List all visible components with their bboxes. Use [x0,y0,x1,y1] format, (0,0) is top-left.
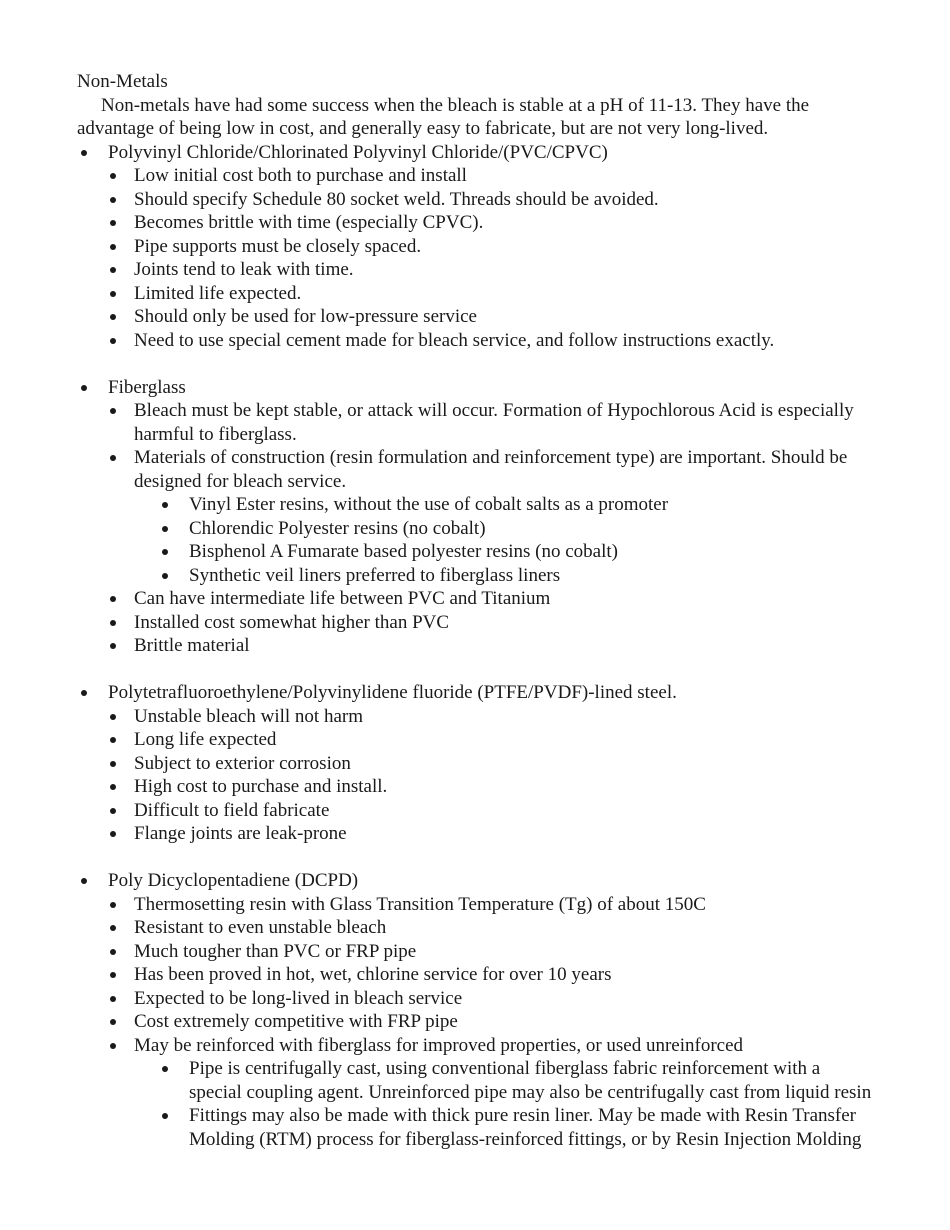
list-item-text: Subject to exterior corrosion [134,752,351,774]
bullet-sections [77,141,877,1152]
list-item-l2 [77,634,877,658]
list-item-l2 [77,305,877,329]
bullet-icon [110,291,116,297]
list-item-text: Limited life expected. [134,282,302,304]
bullet-icon [110,173,116,179]
bullet-icon [110,902,116,908]
list-item-l2 [77,752,877,776]
list-item-text: Fittings may also be made with thick pure resin liner. May be made with Resin Transfer Molding (RTM) process for fiberglass-reinforced fittings, or by Resin Injection Molding [189,1105,862,1150]
list-item-l2 [77,329,877,353]
list-item-text: Polyvinyl Chloride/Chlorinated Polyvinyl Chloride/(PVC/CPVC) [108,141,608,163]
bullet-icon [110,949,116,955]
intro-paragraph: Non-metals have had some success when the bleach is stable at a pH of 11-13. They have the advantage of being low in cost, and generally easy to fabricate, but are not very long-lived. [77,94,810,139]
list-item-text: Pipe is centrifugally cast, using conventional fiberglass fabric reinforcement with a special coupling agent. Unreinforced pipe may also be centrifugally cast from liquid resin [189,1058,872,1103]
list-item-l3 [77,517,877,541]
bullet-icon [110,1019,116,1025]
list-item-text: Synthetic veil liners preferred to fiberglass liners [189,564,561,586]
document-content [77,70,877,1151]
list-item-l2 [77,987,877,1011]
list-item-l2 [77,164,877,188]
bullet-icon [110,972,116,978]
list-item-l1 [77,141,877,165]
bullet-icon [162,573,168,579]
list-item-text: High cost to purchase and install. [134,776,388,797]
list-item-l1 [77,681,877,705]
bullet-icon [110,1043,116,1049]
list-item-text: Long life expected [134,729,277,750]
list-item-text: Has been proved in hot, wet, chlorine service for over 10 years [134,964,612,985]
bullet-icon [110,831,116,837]
list-item-text: Should specify Schedule 80 socket weld. Threads should be avoided. [134,188,659,210]
list-item-l2 [77,822,877,846]
list-item-l2 [77,399,877,446]
bullet-icon [110,596,116,602]
list-item-l2 [77,705,877,729]
bullet-icon [81,385,87,391]
list-item-text: Flange joints are leak-prone [134,823,347,844]
bullet-icon [110,761,116,767]
bullet-icon [110,925,116,931]
list-item-text: Expected to be long-lived in bleach service [134,987,463,1009]
bullet-icon [110,197,116,203]
bullet-icon [110,784,116,790]
list-item-l2 [77,893,877,917]
list-item-l2 [77,188,877,212]
bullet-icon [81,690,87,696]
list-item-l2 [77,916,877,940]
bullet-icon [110,808,116,814]
list-item-text: Pipe supports must be closely spaced. [134,235,422,257]
list-item-text: Thermosetting resin with Glass Transition Temperature (Tg) of about 150C [134,893,706,915]
bullet-icon [110,620,116,626]
bullet-icon [110,737,116,743]
list-item-l2 [77,1010,877,1034]
list-item-l1 [77,869,877,893]
list-item-l2 [77,775,877,799]
bullet-section [77,141,877,353]
list-item-text: Polytetrafluoroethylene/Polyvinylidene fluoride (PTFE/PVDF)-lined steel. [108,682,677,703]
bullet-icon [110,643,116,649]
list-item-text: Chlorendic Polyester resins (no cobalt) [189,517,486,539]
list-item-text: Poly Dicyclopentadiene (DCPD) [108,870,359,891]
list-item-l2 [77,1034,877,1058]
list-item-l2 [77,963,877,987]
bullet-icon [110,244,116,250]
list-item-text: Low initial cost both to purchase and install [134,165,467,186]
list-item-text: Materials of construction (resin formulation and reinforcement type) are important. Should be designed for bleach service. [134,447,848,492]
list-item-text: Installed cost somewhat higher than PVC [134,611,450,633]
list-item-l2 [77,446,877,493]
bullet-section [77,681,877,846]
list-item-text: Bleach must be kept stable, or attack will occur. Formation of Hypochlorous Acid is especially harmful to fiberglass. [134,400,854,445]
list-item-text: Unstable bleach will not harm [134,705,363,727]
list-item-l3 [77,564,877,588]
list-item-l2 [77,611,877,635]
list-item-l3 [77,1104,877,1151]
bullet-section [77,869,877,1151]
list-item-l3 [77,540,877,564]
list-item-text: Becomes brittle with time (especially CPVC). [134,212,484,233]
list-item-text: Fiberglass [108,376,186,398]
bullet-icon [110,220,116,226]
bullet-icon [110,408,116,414]
list-item-text: Resistant to even unstable bleach [134,917,387,938]
bullet-icon [110,267,116,273]
bullet-icon [81,878,87,884]
bullet-icon [162,526,168,532]
list-item-text: Need to use special cement made for bleach service, and follow instructions exactly. [134,329,775,351]
list-item-l2 [77,282,877,306]
list-item-text: Vinyl Ester resins, without the use of cobalt salts as a promoter [189,494,669,515]
list-item-l2 [77,728,877,752]
list-item-l3 [77,493,877,517]
list-item-l2 [77,258,877,282]
bullet-icon [110,338,116,344]
bullet-icon [81,150,87,156]
list-item-text: Bisphenol A Fumarate based polyester resins (no cobalt) [189,541,618,562]
bullet-icon [110,455,116,461]
list-item-text: Should only be used for low-pressure service [134,306,477,327]
list-item-l2 [77,211,877,235]
list-item-text: Cost extremely competitive with FRP pipe [134,1011,458,1032]
list-item-l2 [77,235,877,259]
list-item-l2 [77,940,877,964]
bullet-icon [162,1066,168,1072]
document-title: Non-Metals [77,71,168,92]
bullet-icon [110,314,116,320]
list-item-text: Can have intermediate life between PVC and Titanium [134,588,551,609]
list-item-l1 [77,376,877,400]
list-item-text: Much tougher than PVC or FRP pipe [134,940,417,962]
list-item-text: Joints tend to leak with time. [134,259,354,280]
bullet-icon [162,502,168,508]
bullet-icon [162,549,168,555]
list-item-l3 [77,1057,877,1104]
list-item-l2 [77,799,877,823]
list-item-l2 [77,587,877,611]
bullet-icon [110,996,116,1002]
bullet-icon [110,714,116,720]
list-item-text: Brittle material [134,635,250,656]
list-item-text: May be reinforced with fiberglass for improved properties, or used unreinforced [134,1034,744,1056]
bullet-section [77,376,877,658]
bullet-icon [162,1113,168,1119]
list-item-text: Difficult to field fabricate [134,799,330,821]
